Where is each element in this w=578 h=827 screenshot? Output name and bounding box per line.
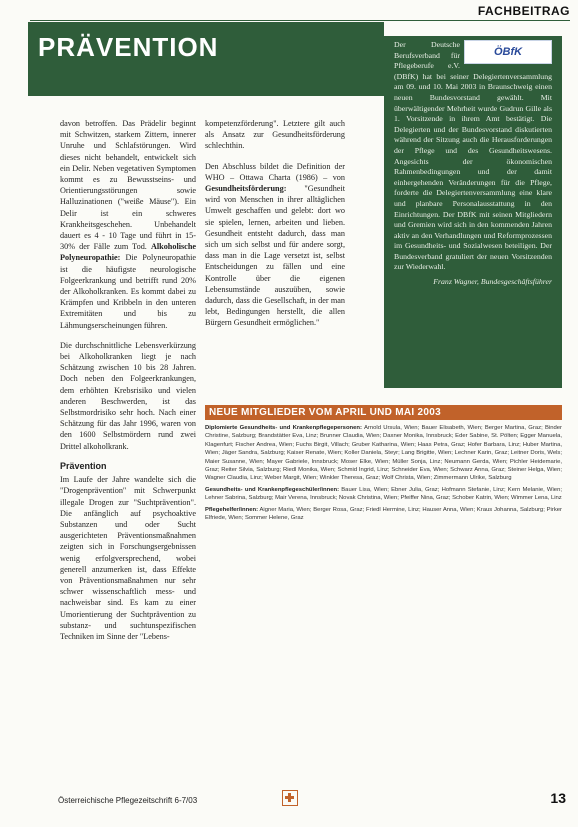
list-item: Pflegehelfer/innen: Aigner Maria, Wien; Berger Rosa, Graz; Friedl Hermine, Linz; Hauser Anna, Wien; Kraus Johanna, Salzburg; Pirker Elfriede, Wien; Sommer Helene, Graz: [205, 506, 562, 522]
dbfk-logo: ÖBfK: [464, 40, 552, 64]
cross-logo-icon: [282, 790, 298, 806]
list-item: Gesundheits- und Krankenpflegeschüler/innen: Bauer Lisa, Wien; Ebner Julia, Graz; Hofmann Stefanie, Linz; Kern Melanie, Wien; Lehner Sabrina, Salzburg; Mair Verena, Innsbruck; Novak Christina, Wien; Pfeiffer Nina, Graz; Schober Katrin, Wien; Wimmer Lena, Linz: [205, 486, 562, 502]
news-box-text: Der Deutsche Berufsverband für Pflegeberufe e.V. (DBfK) hat bei seiner Delegiertenversammlung am 09. und 10. Mai 2003 in Braunschweig einen neuen Bundesvorstand gewählt. Mit überwältigender Mehrheit wurde Gudrun Gille als 1. Vorsitzende in ihrem Amt bestätigt. Die Delegierten und der Bundesvorstand diskutierten während der Sitzung auch die Herausforderungen der Pflege und des Gesundheitswesens. Angesichts der ökonomischen Rahmenbedingungen und der damit einhergehenden Veränderungen für die Pflege, forderte die Delegiertenversammlung eine klare und planbare Personalausstattung in den Einrichtungen. Der DBfK mit seinen Mitgliedern und Gremien wird sich in den kommenden Jahren aktiv an den Verhandlungen und Reformprozessen im Gesundheits- und Sozialwesen beteiligen. Der Bundesverband gratuliert der neuen Vorsitzenden zur Wiederwahl.: [394, 40, 552, 272]
subheading: Prävention: [60, 460, 107, 471]
term: Gesundheitsförderung:: [205, 184, 287, 194]
news-box-signature: Franz Wagner, Bundesgeschäftsführer: [433, 277, 552, 287]
journal-footer: Österreichische Pflegezeitschrift 6-7/03: [58, 796, 198, 805]
list-item: Diplomierte Gesundheits- und Krankenpflegepersonen: Arnold Ursula, Wien; Bauer Elisabeth, Wien; Berger Martina, Graz; Binder Christine, Salzburg; Brandstätter Eva, Linz; Brunner Claudia, Wien; Daxner Monika, Innsbruck; Eder Sabine, St. Pölten; Egger Manuela, Klagenfurt; Fischer Andrea, Wien; Fuchs Birgit, Villach; Gruber Katharina, Wien; Haas Petra, Graz; Hofer Barbara, Linz; Huber Martina, Wien; Jäger Sandra, Salzburg; Kaiser Renate, Wien; Koller Daniela, Steyr; Lang Brigitte, Wien; Lechner Karin, Graz; Leitner Doris, Wels; Maier Susanne, Wien; Mayer Gabriele, Innsbruck; Moser Elke, Wien; Müller Sonja, Linz; Neumann Gerda, Wien; Pichler Heidemarie, Graz; Reiter Silvia, Salzburg; Riedl Monika, Wien; Schmid Ingrid, Linz; Schneider Eva, Wien; Schwarz Anna, Graz; Steiner Helga, Wien; Wagner Claudia, Linz; Weber Margit, Wien; Winkler Theresa, Graz; Wolf Christa, Wien; Zimmermann Ulrike, Salzburg: [205, 425, 562, 482]
page-title: PRÄVENTION: [28, 22, 384, 96]
paragraph: Den Abschluss bildet die Definition der WHO – Ottawa Charta (1986) – von Gesundheitsförderung: "Gesundheit wird von Menschen in ihrer alltäglichen Umwelt geschaffen und gelebt: dort wo sie spielen, lernen, arbeiten und lieben. Gesundheit entsteht dadurch, dass man sich um sich selbst und für andere sorgt, dass man in die Lage versetzt ist, selbst Entscheidungen zu fällen und eine Kontrolle über die eigenen Lebensumstände auszuüben, sowie dadurch, dass die Gesellschaft, in der man lebt, Bedingungen herstellt, die allen Bürgern Gesundheit ermöglichen.": [205, 161, 345, 328]
paragraph: kompetenzförderung". Letztere gilt auch als Ansatz zur Gesundheitsförderung schlechthin.: [205, 119, 345, 151]
members-list: [205, 424, 562, 525]
paragraph: Im Laufe der Jahre wandelte sich die "Drogenprävention" mit Schwerpunkt illegale Drogen zur "Suchtprävention". Die anfänglich auf psychoaktive Substanzen und oder Sucht ausgerichteten Präventionsmaßnahmen zeigten sich in Forschungsergebnissen wenig erfolgversprechend, wobei generell anzumerken ist, dass Effekte von Präventionsmaßnahmen nur sehr schwer wissenschaftlich mess- und nachweisbar sind. Es kam zu einer Umorientierung der Suchtprävention zu substanz- und suchtunspezifischen Techniken im Sinne der "Lebens-: [60, 475, 196, 641]
paragraph: Die durchschnittliche Lebensverkürzung bei Alkoholkranken liegt je nach Schätzung zwischen 10 bis 28 Jahren. Doch neben den Folgeerkrankungen, dem erhöhten Krebsrisiko und vielen anderen Beschwerden, ist das Selbstmordrisiko sehr hoch. Nach einer Schätzung für das Jahr 1996, waren von den 1600 Selbstmördern rund zwei Drittel alkoholkrank.: [60, 340, 196, 451]
header-rule: [30, 20, 570, 21]
paragraph: davon betroffen. Das Prädelir beginnt mit Schwitzen, starkem Zittern, innerer Unruhe und Schlafstörungen. Wird dieses nicht behandelt, entwickelt sich ein Delir. Neben vegetativen Symptomen kommt es zu Bewusstseins- und Orientierungsstörungen sowie Halluzinationen ("weiße Mäuse"). Ein Delir ist ein schweres Krankheitsgeschehen. Unbehandelt dauert es 4 - 10 Tage und führt in 15-30% der Fälle zum Tod. Alkoholische Polyneuropathie: Die Polyneuropathie ist die häufigste neurologische Folgeerkrankung und betrifft rund 20% der Alkoholkranken. Es kommt dabei zu Krämpfen und Kribbeln in den unteren Extremitäten und bis zu Lähmungserscheinungen führen.: [60, 119, 197, 330]
article-column-1: [60, 118, 196, 651]
page-number: 13: [550, 790, 566, 806]
members-banner: NEUE MITGLIEDER VOM APRIL UND MAI 2003: [205, 405, 562, 420]
article-column-2: [205, 118, 345, 338]
term: Alkoholische Polyneuropathie:: [60, 242, 197, 263]
news-box: [384, 36, 562, 388]
section-tag: FACHBEITRAG: [477, 4, 570, 18]
